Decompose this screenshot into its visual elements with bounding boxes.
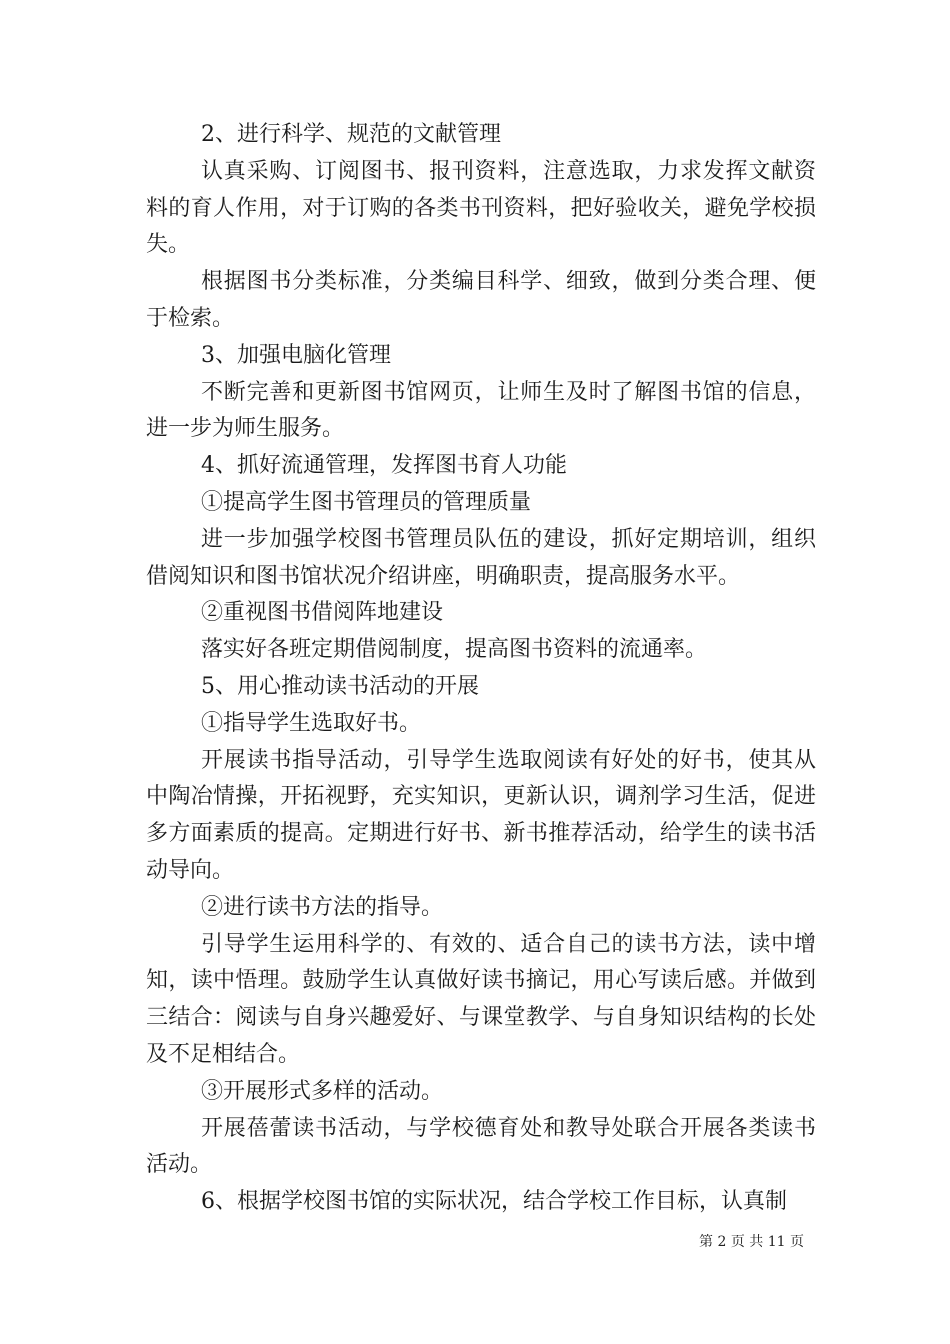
document-body	[146, 117, 816, 1221]
section-heading-6: 6、根据学校图书馆的实际状况，结合学校工作目标，认真制	[201, 1189, 787, 1215]
section-heading-4: 4、抓好流通管理，发挥图书育人功能	[201, 453, 567, 479]
section-heading-5: 5、用心推动读书活动的开展	[201, 673, 479, 699]
page-number-footer: 第 2 页 共 11 页	[699, 1234, 804, 1250]
subheading: ③开展形式多样的活动。	[201, 1078, 444, 1104]
section-heading-3: 3、加强电脑化管理	[201, 342, 391, 368]
section-heading-2: 2、进行科学、规范的文献管理	[201, 122, 501, 147]
paragraph: 开展读书指导活动，引导学生选取阅读有好处的好书，使其从中陶冶情操，开拓视野，充实知识，更新认识，调剂学习生活，促进多方面素质的提高。定期进行好书、新书推荐活动，给学生的读书活动导向。	[146, 747, 816, 883]
paragraph: 落实好各班定期借阅制度，提高图书资料的流通率。	[201, 637, 708, 663]
paragraph: 开展蓓蕾读书活动，与学校德育处和教导处联合开展各类读书活动。	[146, 1115, 816, 1178]
paragraph: 认真采购、订阅图书、报刊资料，注意选取，力求发挥文献资料的育人作用，对于订购的各类书刊资料，把好验收关，避免学校损失。	[146, 158, 816, 258]
subheading: ①提高学生图书管理员的管理质量	[201, 489, 532, 515]
subheading: ①指导学生选取好书。	[201, 710, 422, 736]
paragraph: 引导学生运用科学的、有效的、适合自己的读书方法，读中增知，读中悟理。鼓励学生认真做好读书摘记，用心写读后感。并做到三结合：阅读与自身兴趣爱好、与课堂教学、与自身知识结构的长处及不足相结合。	[146, 931, 816, 1067]
paragraph: 进一步加强学校图书管理员队伍的建设，抓好定期培训，组织借阅知识和图书馆状况介绍讲座，明确职责，提高服务水平。	[146, 526, 816, 589]
paragraph: 不断完善和更新图书馆网页，让师生及时了解图书馆的信息，进一步为师生服务。	[146, 379, 816, 442]
subheading: ②进行读书方法的指导。	[201, 894, 444, 920]
paragraph: 根据图书分类标准，分类编目科学、细致，做到分类合理、便于检索。	[146, 269, 816, 331]
subheading: ②重视图书借阅阵地建设	[201, 600, 444, 626]
